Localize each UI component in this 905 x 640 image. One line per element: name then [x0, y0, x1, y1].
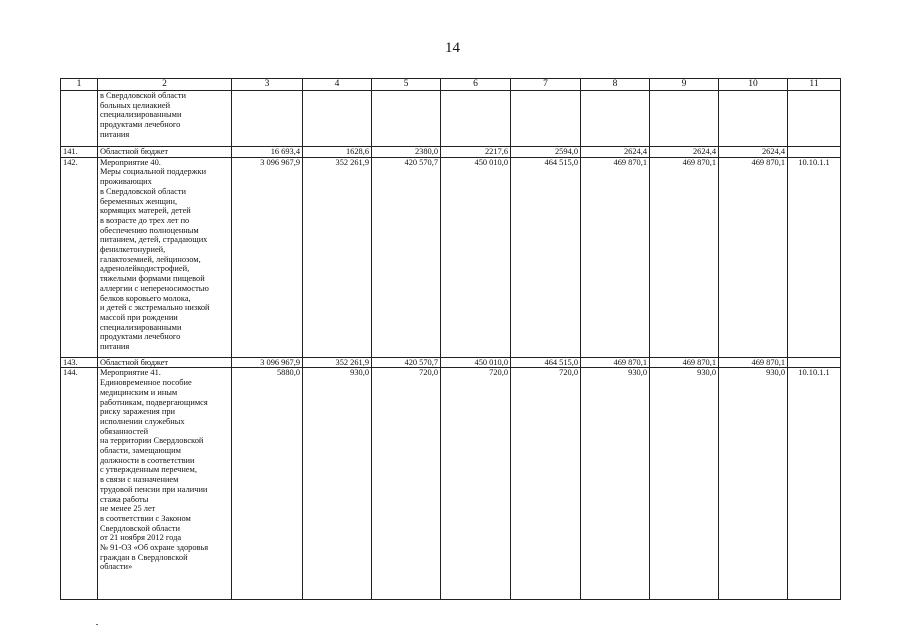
value-cell: 720,0	[441, 368, 511, 600]
budget-table	[60, 78, 841, 600]
column-number: 5	[372, 79, 441, 91]
value-cell: 3 096 967,9	[232, 157, 303, 357]
row-description: Мероприятие 41. Единовременное пособие медицинским и иным работникам, подвергающимся риску заражения при исполнении служебных обязанностей на территории Свердловской области, замещающим должности в соответствии с утвержденным перечнем, в связи с назначением трудовой пенсии при наличии стажа работы не менее 25 лет в соответствии с Законом Свердловской области от 21 ноября 2012 года № 91-ОЗ «Об охране здоровья граждан в Свердловской области»	[98, 368, 232, 600]
value-cell: 352 261,9	[303, 157, 372, 357]
row-index: 141.	[61, 147, 98, 158]
value-cell: 720,0	[511, 368, 581, 600]
value-cell: 930,0	[303, 368, 372, 600]
value-cell: 5880,0	[232, 368, 303, 600]
value-cell: 2594,0	[511, 147, 581, 158]
row-index: 144.	[61, 368, 98, 600]
row-description: в Свердловской области больных целиакией специализированными продуктами лечебного питания	[98, 91, 232, 147]
column-number: 9	[650, 79, 719, 91]
value-cell: 2624,4	[650, 147, 719, 158]
value-cell: 2217,6	[441, 147, 511, 158]
target-code	[788, 357, 841, 368]
value-cell: 352 261,9	[303, 357, 372, 368]
value-cell: 464 515,0	[511, 357, 581, 368]
value-cell	[650, 91, 719, 147]
value-cell	[303, 91, 372, 147]
value-cell: 469 870,1	[719, 357, 788, 368]
value-cell: 16 693,4	[232, 147, 303, 158]
table-row	[61, 157, 841, 357]
target-code: 10.10.1.1	[788, 368, 841, 600]
value-cell	[581, 91, 650, 147]
column-number: 1	[61, 79, 98, 91]
target-code: 10.10.1.1	[788, 157, 841, 357]
column-number: 10	[719, 79, 788, 91]
value-cell: 469 870,1	[581, 357, 650, 368]
scan-speck	[96, 624, 98, 625]
value-cell: 3 096 967,9	[232, 357, 303, 368]
value-cell	[719, 91, 788, 147]
value-cell: 450 010,0	[441, 157, 511, 357]
page-number: 14	[445, 40, 460, 56]
value-cell: 469 870,1	[650, 357, 719, 368]
row-index	[61, 91, 98, 147]
table-row	[61, 147, 841, 158]
value-cell: 2380,0	[372, 147, 441, 158]
value-cell	[372, 91, 441, 147]
value-cell: 469 870,1	[650, 157, 719, 357]
target-code	[788, 91, 841, 147]
value-cell: 464 515,0	[511, 157, 581, 357]
column-number: 2	[98, 79, 232, 91]
value-cell: 720,0	[372, 368, 441, 600]
value-cell: 2624,4	[581, 147, 650, 158]
column-number: 3	[232, 79, 303, 91]
value-cell: 420 570,7	[372, 357, 441, 368]
value-cell: 930,0	[650, 368, 719, 600]
row-description: Областной бюджет	[98, 147, 232, 158]
column-number: 7	[511, 79, 581, 91]
value-cell: 2624,4	[719, 147, 788, 158]
row-index: 143.	[61, 357, 98, 368]
value-cell: 469 870,1	[581, 157, 650, 357]
target-code	[788, 147, 841, 158]
value-cell	[441, 91, 511, 147]
table-row	[61, 91, 841, 147]
table-row	[61, 368, 841, 600]
value-cell: 469 870,1	[719, 157, 788, 357]
row-description: Мероприятие 40. Меры социальной поддержки проживающих в Свердловской области беременных женщин, кормящих матерей, детей в возрасте до трех лет по обеспечению полноценным питанием, детей, страдающих фенилкетонурией, галактоземией, лейцинозом, адренолейкодистрофией, тяжелыми формами пищевой аллергии с непереносимостью белков коровьего молока, и детей с экстремально низкой массой при рождении специализированными продуктами лечебного питания	[98, 157, 232, 357]
column-number: 4	[303, 79, 372, 91]
value-cell: 930,0	[719, 368, 788, 600]
column-number: 6	[441, 79, 511, 91]
value-cell: 450 010,0	[441, 357, 511, 368]
row-description: Областной бюджет	[98, 357, 232, 368]
value-cell: 1628,6	[303, 147, 372, 158]
column-number: 11	[788, 79, 841, 91]
table-row	[61, 357, 841, 368]
column-number: 8	[581, 79, 650, 91]
value-cell	[511, 91, 581, 147]
row-index: 142.	[61, 157, 98, 357]
value-cell: 930,0	[581, 368, 650, 600]
value-cell	[232, 91, 303, 147]
column-number-row	[61, 79, 841, 91]
value-cell: 420 570,7	[372, 157, 441, 357]
